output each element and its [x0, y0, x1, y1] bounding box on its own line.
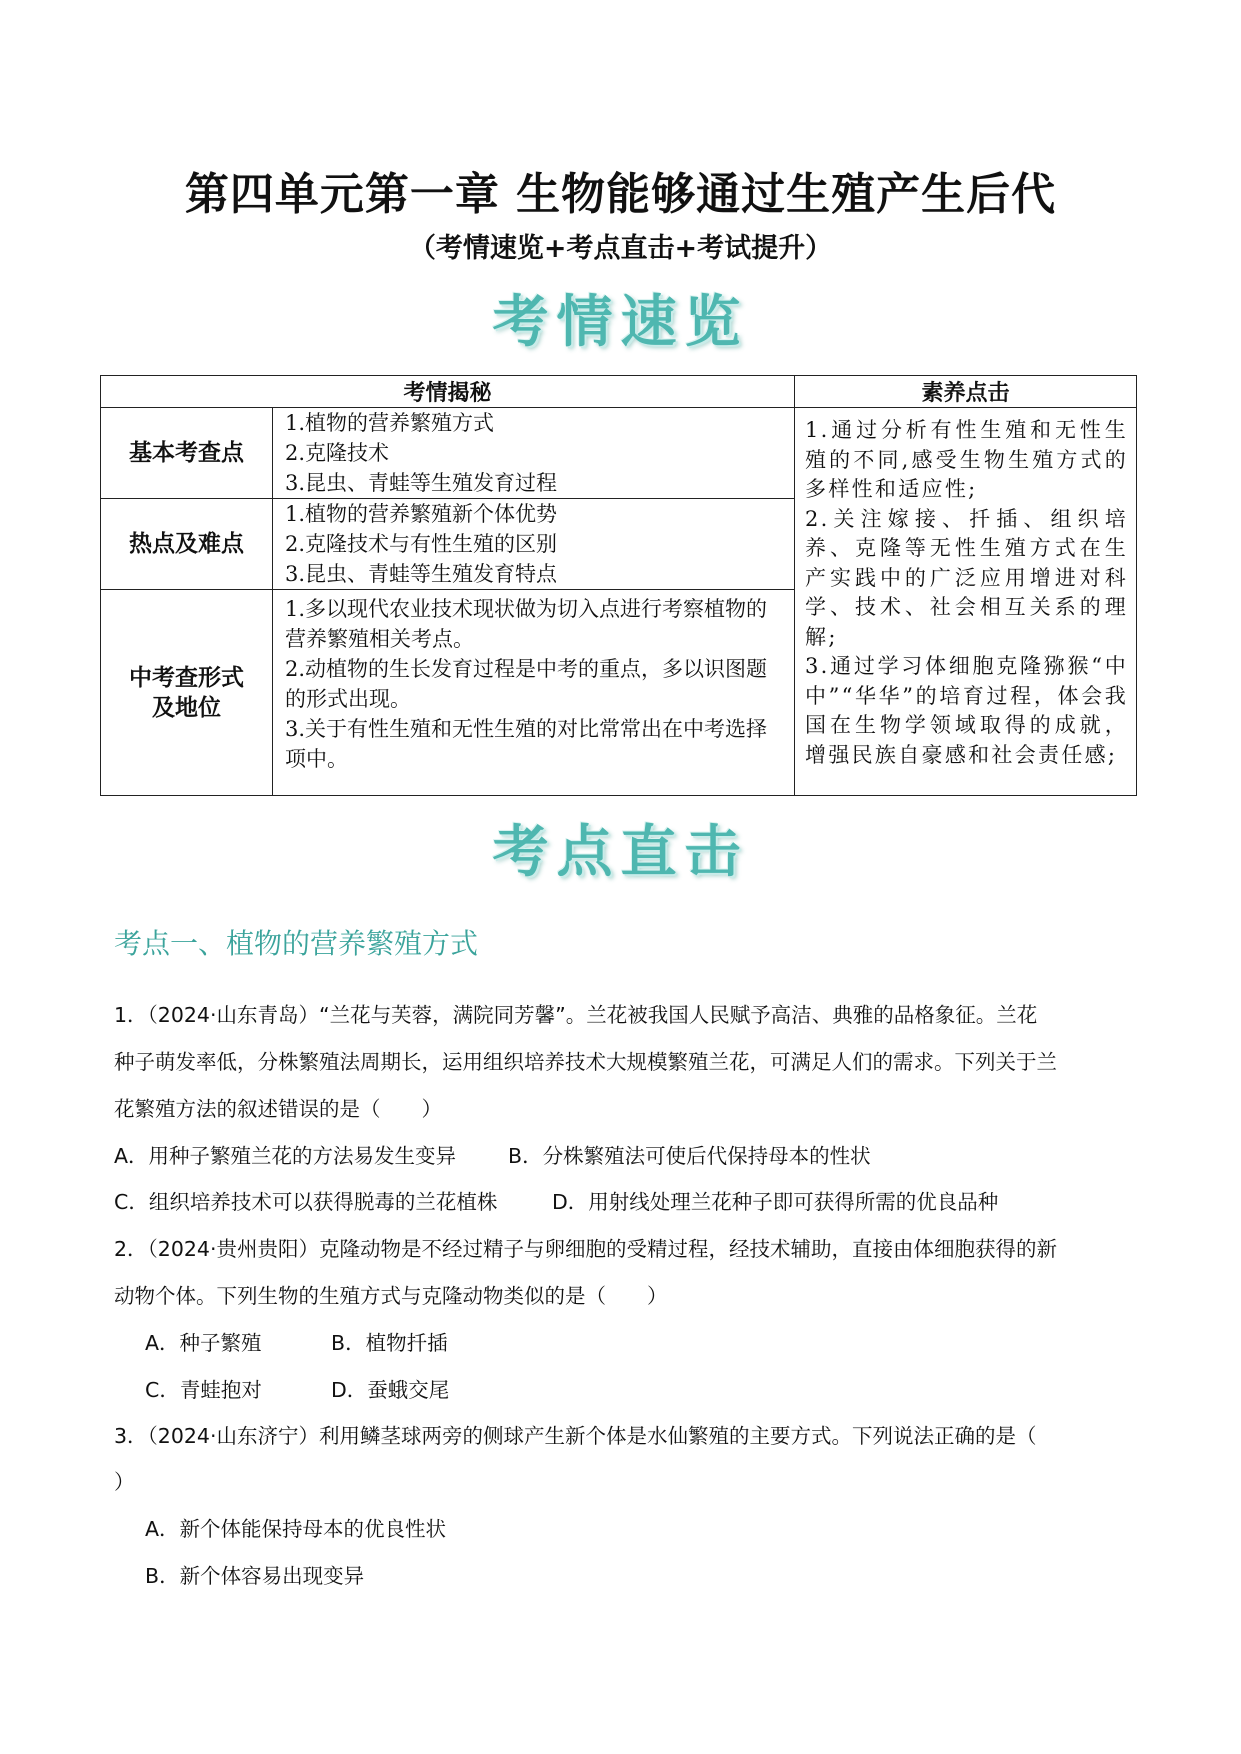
list-item: 2.克隆技术与有性生殖的区别 [285, 532, 558, 556]
row-label-format: 中考查形式 及地位 [101, 590, 273, 796]
row-content-format [273, 590, 795, 796]
question-3-option-b: B．新个体容易出现变异 [145, 1564, 365, 1588]
question-1-line-2: 种子萌发率低，分株繁殖法周期长，运用组织培养技术大规模繁殖兰花，可满足人们的需求。下列关于兰 [114, 1050, 1057, 1074]
list-item: 2.克隆技术 [285, 441, 390, 465]
table-row-basic [101, 408, 1137, 499]
row-label-hotspot: 热点及难点 [101, 499, 273, 590]
list-item: 3.昆虫、青蛙等生殖发育过程 [285, 471, 558, 495]
list-item: 1.植物的营养繁殖方式 [285, 411, 495, 435]
row-label-basic: 基本考查点 [101, 408, 273, 499]
header-literacy: 素养点击 [795, 376, 1137, 408]
question-3-line-1: 3．（2024·山东济宁）利用鳞茎球两旁的侧球产生新个体是水仙繁殖的主要方式。下列说法正确的是（ [114, 1424, 1037, 1448]
question-1-line-3: 花繁殖方法的叙述错误的是（ ） [114, 1097, 442, 1121]
list-item: 3.昆虫、青蛙等生殖发育特点 [285, 562, 558, 586]
row-content-basic [273, 408, 795, 499]
literacy-item: 3.通过学习体细胞克隆猕猴“中中”“华华”的培育过程，体会我国在生物学领域取得的成就，增强民族自豪感和社会责任感; [805, 654, 1129, 767]
list-item: 1.多以现代农业技术现状做为切入点进行考察植物的营养繁殖相关考点。 [285, 597, 768, 651]
overview-banner: 考情速览 [492, 289, 749, 355]
question-3-line-2: ） [114, 1470, 135, 1494]
literacy-item: 2.关注嫁接、扦插、组织培养、克隆等无性生殖方式在生产实践中的广泛应用增进对科学、技术、社会相互关系的理解; [805, 506, 1129, 649]
list-item: 2.动植物的生长发育过程是中考的重点，多以识图题的形式出现。 [285, 657, 768, 711]
question-2-line-1: 2．（2024·贵州贵阳）克隆动物是不经过精子与卵细胞的受精过程，经技术辅助，直接由体细胞获得的新 [114, 1237, 1057, 1261]
question-2-line-2: 动物个体。下列生物的生殖方式与克隆动物类似的是（ ） [114, 1284, 668, 1308]
section-heading: 考点一、植物的营养繁殖方式 [114, 927, 479, 960]
page-subtitle: （考情速览+考点直击+考试提升） [408, 233, 833, 264]
key-points-banner: 考点直击 [492, 819, 749, 885]
question-2-option-b: B．植物扦插 [331, 1331, 448, 1355]
question-3-option-a: A．新个体能保持母本的优良性状 [145, 1517, 447, 1541]
list-item: 3.关于有性生殖和无性生殖的对比常常出在中考选择项中。 [285, 717, 768, 771]
question-1-option-c: C．组织培养技术可以获得脱毒的兰花植株 [114, 1190, 498, 1214]
question-2-option-d: D．蚕蛾交尾 [331, 1378, 450, 1402]
question-2-option-a: A．种子繁殖 [145, 1331, 262, 1355]
table-header-row [101, 376, 1137, 408]
page-title: 第四单元第一章 生物能够通过生殖产生后代 [184, 169, 1057, 220]
header-exam-analysis: 考情揭秘 [101, 376, 795, 408]
question-1-line-1: 1．（2024·山东青岛）“兰花与芙蓉，满院同芳馨”。兰花被我国人民赋予高洁、典雅的品格象征。兰花 [114, 1003, 1038, 1027]
row-content-hotspot [273, 499, 795, 590]
overview-table [100, 375, 1137, 796]
question-1-option-a: A．用种子繁殖兰花的方法易发生变异 [114, 1144, 457, 1168]
question-1-option-b: B．分株繁殖法可使后代保持母本的性状 [508, 1144, 871, 1168]
question-1-option-d: D．用射线处理兰花种子即可获得所需的优良品种 [552, 1190, 999, 1214]
literacy-cell [795, 408, 1137, 796]
question-2-option-c: C．青蛙抱对 [145, 1378, 262, 1402]
list-item: 1.植物的营养繁殖新个体优势 [285, 502, 558, 526]
literacy-item: 1.通过分析有性生殖和无性生殖的不同,感受生物生殖方式的多样性和适应性; [805, 418, 1129, 501]
